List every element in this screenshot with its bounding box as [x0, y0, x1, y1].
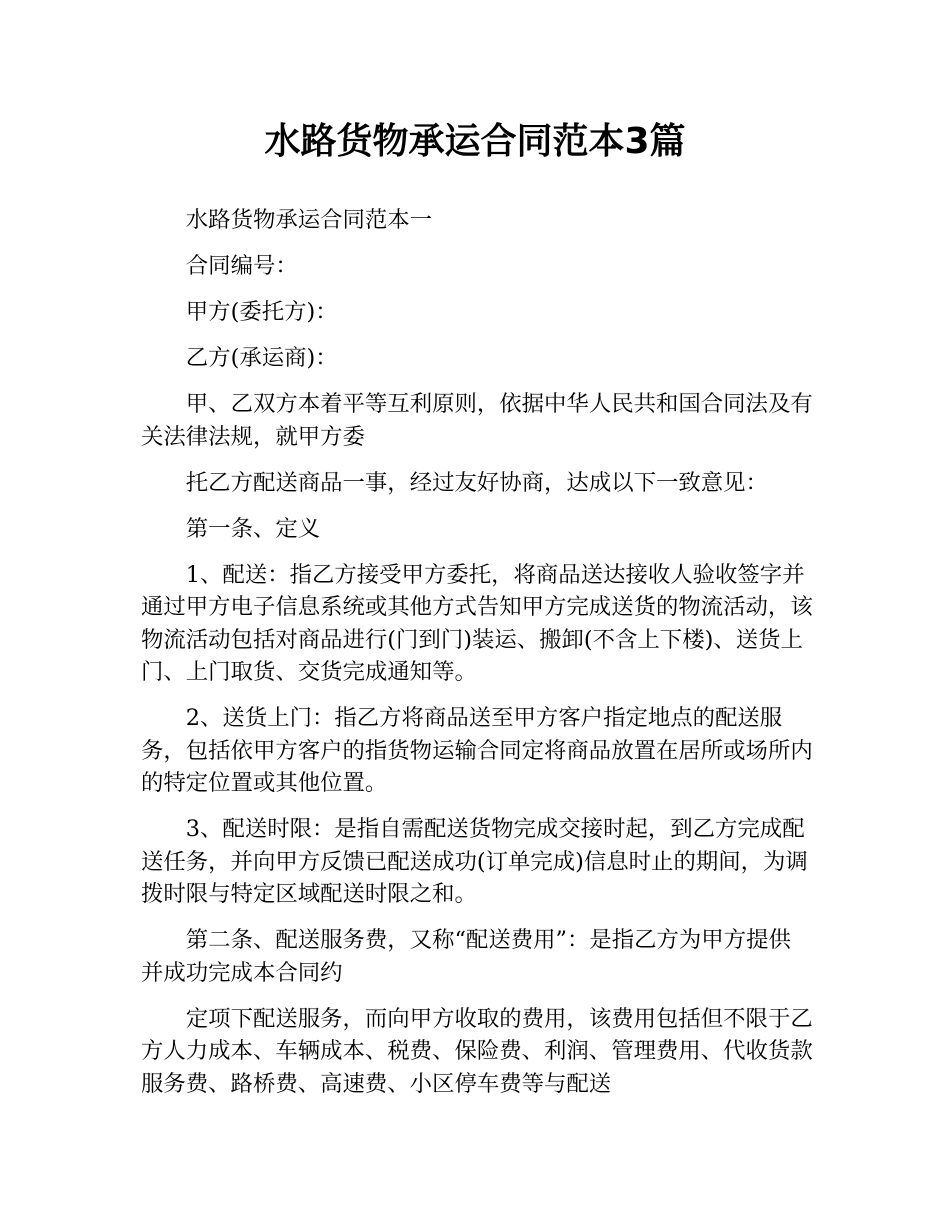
paragraph-article-2: 第二条、配送服务费，又称“配送费用”：是指乙方为甲方提供并成功完成本合同约 — [141, 927, 791, 986]
paragraph-definition-door-delivery: 2、送货上门：指乙方将商品送至甲方客户指定地点的配送服务，包括依甲方客户的指货物运输合同定将商品放置在居所或场所内的特定位置或其他位置。 — [141, 705, 813, 796]
paragraph-contract-number: 合同编号： — [185, 253, 298, 279]
paragraph-article-2-continued: 定项下配送服务，而向甲方收取的费用，该费用包括但不限于乙方人力成本、车辆成本、税费、保险费、利润、管理费用、代收货款服务费、路桥费、高速费、小区停车费等与配送 — [141, 1005, 813, 1097]
paragraph-preamble-continued: 托乙方配送商品一事，经过友好协商，达成以下一致意见： — [185, 469, 768, 496]
paragraph-party-a: 甲方(委托方)： — [185, 299, 338, 325]
paragraph-subtitle: 水路货物承运合同范本一 — [185, 207, 433, 233]
paragraph-article-1-heading: 第一条、定义 — [185, 515, 321, 542]
paragraph-definition-delivery: 1、配送：指乙方接受甲方委托，将商品送达接收人验收签字并通过甲方电子信息系统或其他方式告知甲方完成送货的物流活动，该物流活动包括对商品进行(门到门)装运、搬卸(不含上下楼)、送货上门、上门取货、交货完成通知等。 — [141, 561, 813, 685]
page-title: 水路货物承运合同范本3篇 — [264, 121, 686, 162]
paragraph-definition-time-limit: 3、配送时限：是指自需配送货物完成交接时起，到乙方完成配送任务，并向甲方反馈已配送成功(订单完成)信息时止的期间，为调拨时限与特定区域配送时限之和。 — [141, 816, 808, 907]
paragraph-preamble: 甲、乙双方本着平等互利原则，依据中华人民共和国合同法及有关法律法规，就甲方委 — [141, 391, 813, 450]
paragraph-party-b: 乙方(承运商)： — [185, 345, 338, 371]
document-body — [141, 204, 813, 1114]
